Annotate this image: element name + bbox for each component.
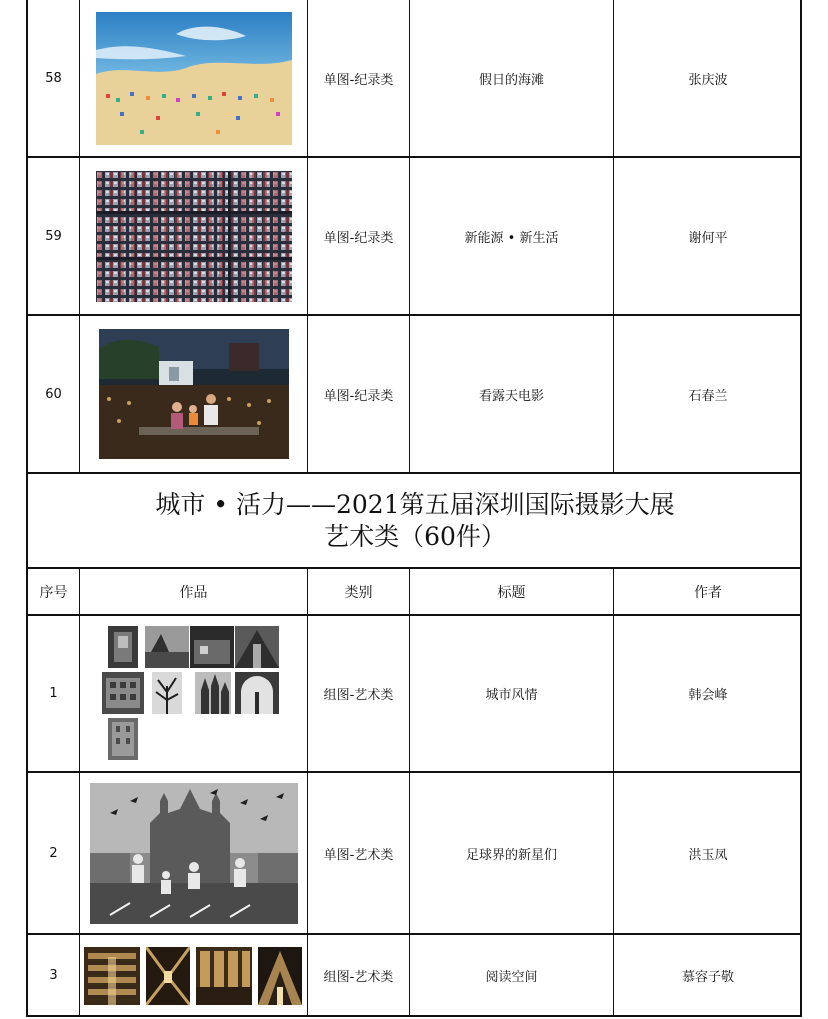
thumbnail xyxy=(190,626,234,668)
header-author: 作者 xyxy=(694,584,722,601)
table-row xyxy=(28,158,802,316)
header-title: 标题 xyxy=(410,569,614,614)
category-label: 组图-艺术类 xyxy=(308,616,410,771)
thumbnail xyxy=(152,672,182,714)
category-label: 单图-纪录类 xyxy=(308,316,410,472)
work-title: 新能源 • 新生活 xyxy=(410,158,614,314)
table-header xyxy=(28,569,802,616)
thumbnail xyxy=(145,626,189,668)
milan-cathedral-football-photo-image xyxy=(90,783,298,924)
thumbnail-grid xyxy=(80,935,307,1015)
table-row xyxy=(28,935,802,1017)
parking-lot-photo-image xyxy=(96,171,292,302)
author-name: 韩会峰 xyxy=(688,688,728,703)
row-number: 1 xyxy=(28,616,80,771)
section-title-line1: 城市 • 活力——2021第五届深圳国际摄影大展 xyxy=(155,489,675,519)
author-name: 谢何平 xyxy=(688,230,728,246)
thumbnail-grid xyxy=(80,616,307,771)
row-number: 60 xyxy=(28,316,80,472)
photo-exhibition-table xyxy=(26,0,802,1017)
beach-photo-image xyxy=(96,12,292,145)
outdoor-cinema-photo-image xyxy=(99,329,289,459)
header-category: 类别 xyxy=(308,569,410,614)
work-title: 阅读空间 xyxy=(410,935,614,1015)
milan-cathedral-football-photo xyxy=(80,773,308,933)
category-label: 单图-纪录类 xyxy=(308,0,410,156)
thumbnail xyxy=(258,947,302,1005)
category-label: 组图-艺术类 xyxy=(308,935,410,1015)
author-name: 石春兰 xyxy=(688,388,728,404)
section-title xyxy=(28,474,802,569)
parking-lot-photo xyxy=(80,158,308,314)
table-row xyxy=(28,773,802,935)
work-title: 假日的海滩 xyxy=(410,0,614,156)
row-number: 3 xyxy=(28,935,80,1015)
table-row xyxy=(28,616,802,773)
category-label: 单图-纪录类 xyxy=(308,158,410,314)
author-name: 洪玉凤 xyxy=(688,847,728,863)
header-number: 序号 xyxy=(28,569,80,614)
work-title: 足球界的新星们 xyxy=(410,773,614,933)
thumbnail xyxy=(108,718,138,760)
thumbnail xyxy=(195,672,231,714)
thumbnail xyxy=(84,947,140,1005)
row-number: 2 xyxy=(28,773,80,933)
thumbnail xyxy=(108,626,138,668)
beach-photo xyxy=(80,0,308,156)
thumbnail xyxy=(235,672,279,714)
header-work: 作品 xyxy=(80,569,308,614)
section-title-line2: 艺术类（60件） xyxy=(324,521,506,551)
thumbnail xyxy=(235,626,279,668)
thumbnail xyxy=(102,672,144,714)
table-row xyxy=(28,316,802,474)
category-label: 单图-艺术类 xyxy=(308,773,410,933)
work-title: 城市风情 xyxy=(410,616,614,771)
row-number: 59 xyxy=(28,158,80,314)
thumbnail xyxy=(196,947,252,1005)
table-row xyxy=(28,0,802,158)
thumbnail xyxy=(146,947,190,1005)
city-photo-group xyxy=(80,616,308,771)
library-photo-group xyxy=(80,935,308,1015)
author-name: 慕容子敬 xyxy=(681,969,734,985)
row-number: 58 xyxy=(28,0,80,156)
work-title: 看露天电影 xyxy=(410,316,614,472)
outdoor-cinema-photo xyxy=(80,316,308,472)
author-name: 张庆波 xyxy=(688,72,728,88)
